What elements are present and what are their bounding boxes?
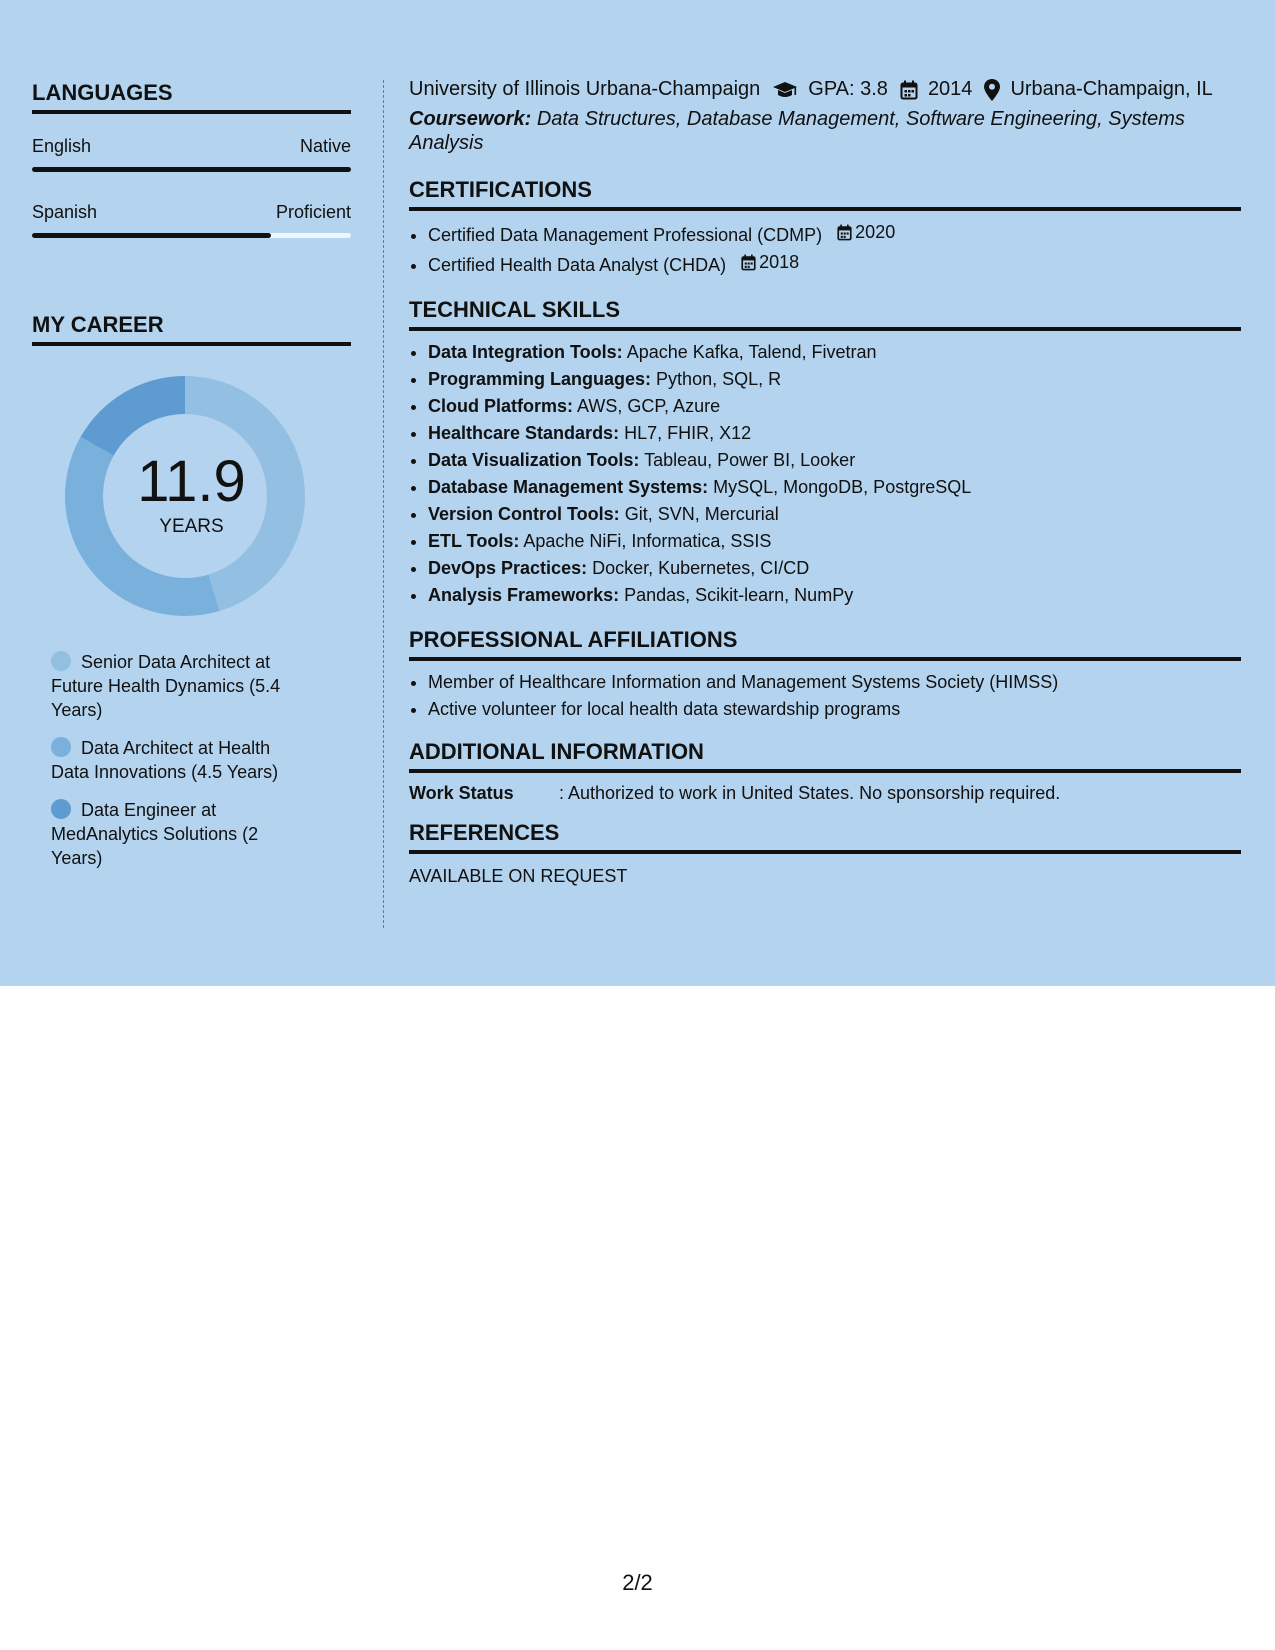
certifications-section (409, 177, 1241, 279)
certification-year: 2020 (855, 222, 896, 242)
language-proficiency-bar (32, 167, 351, 172)
skill-value: Python, SQL, R (656, 369, 782, 389)
language-item-spanish (32, 202, 351, 238)
career-donut-chart (32, 376, 351, 616)
languages-title: LANGUAGES (32, 80, 351, 114)
language-name: Spanish (32, 202, 98, 222)
skill-value: Tableau, Power BI, Looker (644, 450, 856, 470)
skills-section (409, 297, 1241, 609)
references-section (409, 820, 1241, 887)
list-item (428, 501, 1241, 528)
career-role-label: Senior Data Architect at Future Health Dynamics (5.4 Years) (51, 652, 281, 720)
education-line (409, 78, 1241, 101)
career-title: MY CAREER (32, 312, 351, 346)
certification-year-wrap (741, 249, 799, 276)
skill-value: Apache NiFi, Informatica, SSIS (523, 531, 772, 551)
career-total-years: 11.9 (137, 449, 246, 514)
skills-title: TECHNICAL SKILLS (409, 297, 1241, 331)
skill-label: ETL Tools: (428, 531, 520, 551)
career-legend (32, 650, 351, 870)
school-name: University of Illinois Urbana-Champaign (409, 78, 761, 100)
skill-label: Database Management Systems: (428, 477, 709, 497)
skill-label: Data Visualization Tools: (428, 450, 640, 470)
skill-value: MySQL, MongoDB, PostgreSQL (713, 477, 972, 497)
legend-dot (51, 799, 71, 819)
skill-value: Git, SVN, Mercurial (624, 504, 779, 524)
list-item (428, 420, 1241, 447)
education-gpa: GPA: 3.8 (808, 78, 888, 100)
references-title: REFERENCES (409, 820, 1241, 854)
certification-year-wrap (837, 219, 895, 246)
skills-list (409, 339, 1241, 609)
certification-name: Certified Health Data Analyst (CHDA) (428, 255, 727, 275)
skill-label: DevOps Practices: (428, 558, 588, 578)
work-status (409, 783, 1241, 804)
page-number: 2/2 (622, 1570, 653, 1595)
career-role-label: Data Architect at Health Data Innovations (4.5 Years) (51, 738, 279, 782)
references-text: AVAILABLE ON REQUEST (409, 866, 628, 886)
map-pin-icon (984, 79, 1000, 101)
calendar-icon (900, 80, 918, 100)
additional-title: ADDITIONAL INFORMATION (409, 739, 1241, 773)
graduation-cap-icon (772, 80, 798, 100)
calendar-icon (837, 224, 852, 241)
skill-label: Healthcare Standards: (428, 423, 620, 443)
list-item (428, 582, 1241, 609)
certification-name: Certified Data Management Professional (CDMP) (428, 225, 823, 245)
skill-value: AWS, GCP, Azure (577, 396, 721, 416)
certifications-list (409, 219, 1241, 279)
language-item-english (32, 136, 351, 172)
affiliations-title: PROFESSIONAL AFFILIATIONS (409, 627, 1241, 661)
list-item (428, 339, 1241, 366)
career-total-unit: YEARS (159, 516, 224, 537)
coursework-label: Coursework: (409, 108, 532, 130)
career-legend-item (51, 798, 301, 870)
list-item: • Member of Healthcare Information and Management Systems Society (HIMSS) (428, 669, 1241, 696)
skill-label: Programming Languages: (428, 369, 652, 389)
skill-label: Data Integration Tools: (428, 342, 623, 362)
certifications-title: CERTIFICATIONS (409, 177, 1241, 211)
affiliations-list (409, 669, 1241, 723)
skill-value: HL7, FHIR, X12 (624, 423, 752, 443)
skill-value: Pandas, Scikit-learn, NumPy (624, 585, 854, 605)
affiliations-section (409, 627, 1241, 723)
language-level: Proficient (275, 202, 351, 222)
career-legend-item (51, 736, 301, 784)
language-level: Native (299, 136, 351, 156)
list-item (428, 393, 1241, 420)
education-year: 2014 (927, 78, 973, 100)
education-location: Urbana-Champaign, IL (1010, 78, 1213, 100)
list-item (428, 366, 1241, 393)
work-status-label: Work Status (409, 783, 514, 803)
skill-label: Version Control Tools: (428, 504, 620, 524)
list-item (428, 219, 1241, 249)
skill-value: Apache Kafka, Talend, Fivetran (626, 342, 877, 362)
list-item (428, 447, 1241, 474)
skill-label: Cloud Platforms: (428, 396, 574, 416)
list-item (428, 474, 1241, 501)
legend-dot (51, 737, 71, 757)
language-proficiency-fill (32, 233, 271, 238)
donut-segment-3 (81, 376, 185, 456)
skill-value: Docker, Kubernetes, CI/CD (592, 558, 810, 578)
language-proficiency-bar (32, 233, 351, 238)
additional-section (409, 739, 1241, 804)
column-divider (383, 80, 384, 928)
right-column (409, 78, 1241, 887)
coursework-list: Data Structures, Database Management, Software Engineering, Systems Analysis (409, 108, 1185, 154)
career-role-label: Data Engineer at MedAnalytics Solutions (2 Years) (51, 800, 259, 868)
list-item (428, 249, 1241, 279)
list-item (428, 555, 1241, 582)
skill-label: Analysis Frameworks: (428, 585, 620, 605)
language-name: English (32, 136, 92, 156)
career-legend-item (51, 650, 301, 722)
calendar-icon (741, 254, 756, 271)
list-item: • Active volunteer for local health data stewardship programs (428, 696, 1241, 723)
language-proficiency-fill (32, 167, 351, 172)
left-column (32, 80, 351, 884)
work-status-value: : Authorized to work in United States. No sponsorship required. (559, 783, 1061, 803)
legend-dot (51, 651, 71, 671)
certification-year: 2018 (759, 252, 800, 272)
coursework (409, 107, 1241, 155)
list-item (428, 528, 1241, 555)
